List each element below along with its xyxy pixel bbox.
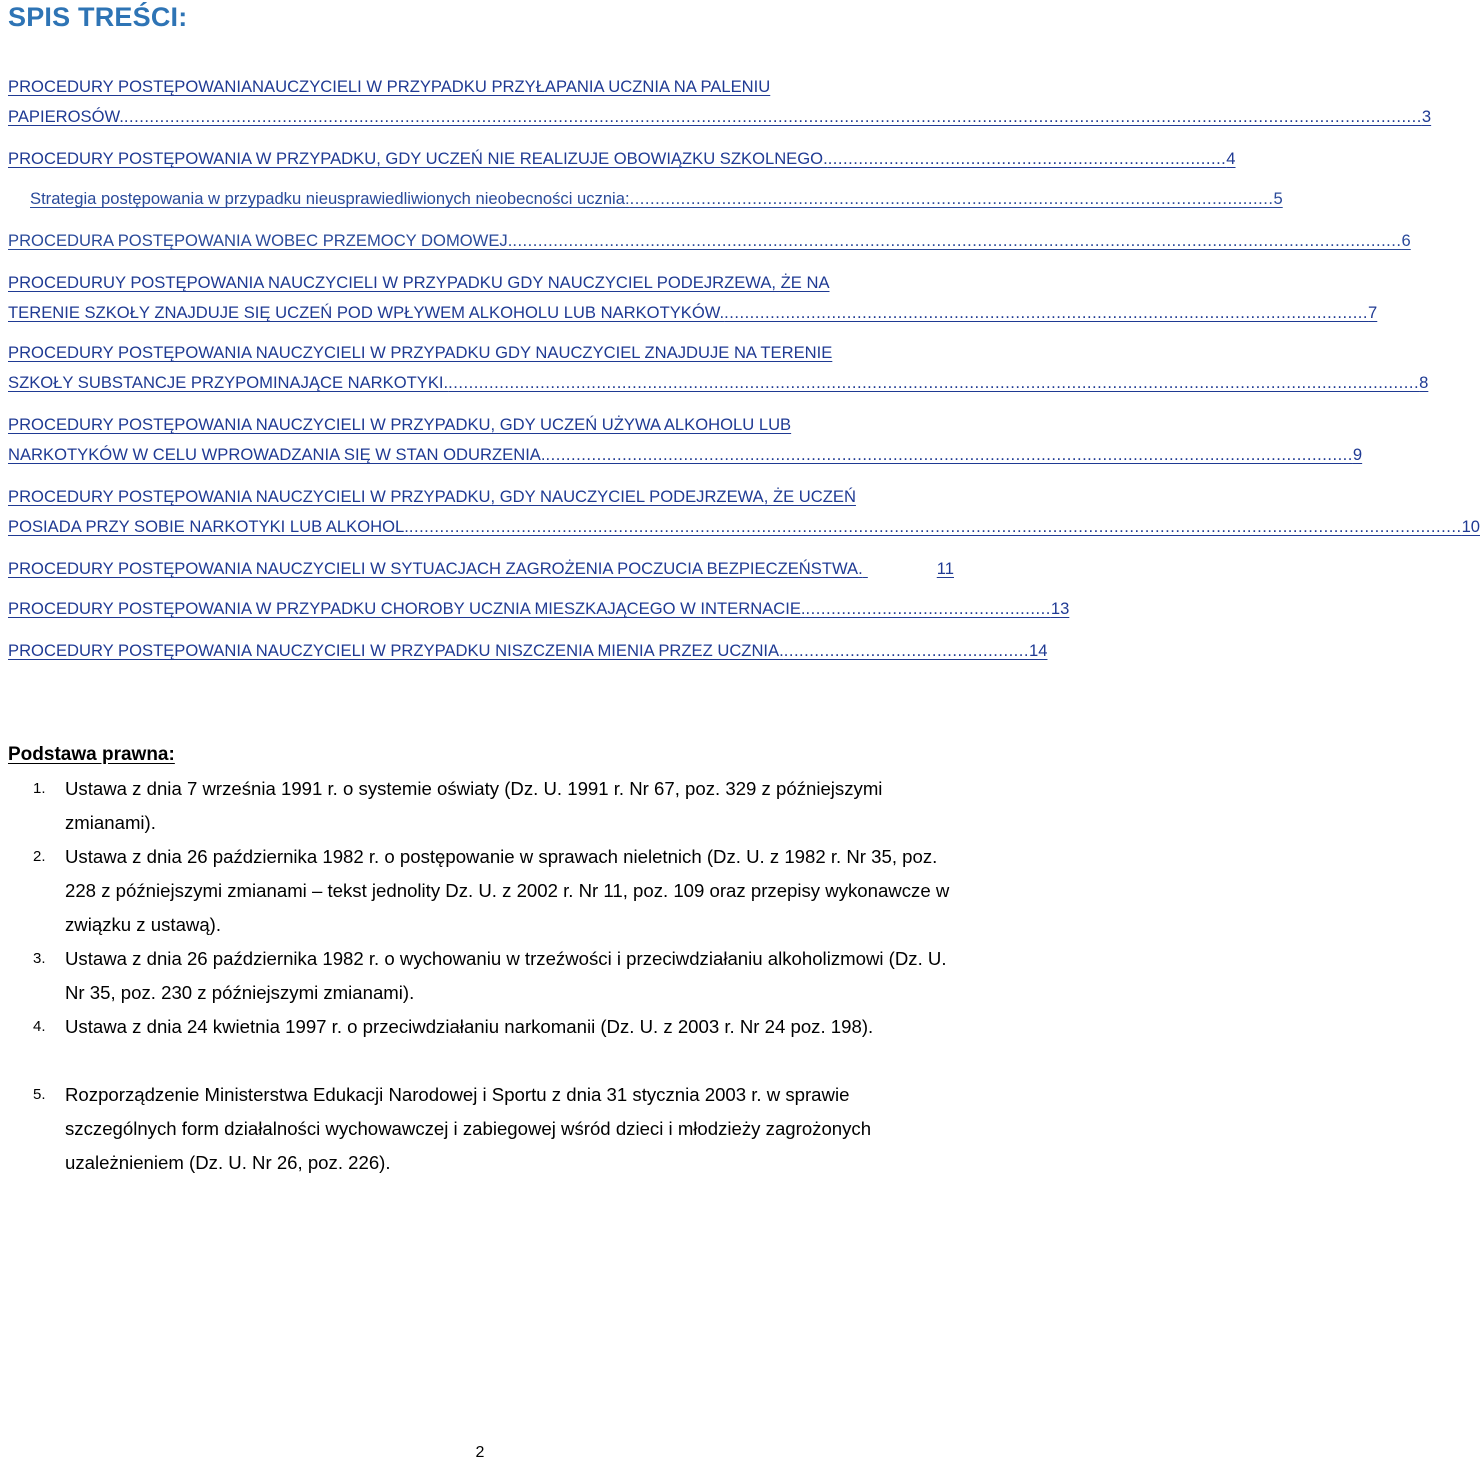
toc-entry-10[interactable]: PROCEDURY POSTĘPOWANIA W PRZYPADKU CHOROBY UCZNIA MIESZKAJĄCEGO W INTERNACIE. ................................................ 13 (8, 594, 954, 624)
toc-page-number: 7 (1368, 303, 1378, 322)
page-number: 2 (475, 1444, 485, 1461)
toc-page-number: 14 (1029, 641, 1048, 660)
toc-entry-9[interactable] (8, 554, 954, 584)
toc-entry-line: SZKOŁY SUBSTANCJE PRZYPOMINAJĄCE NARKOTYKI. (8, 373, 449, 392)
toc-heading: SPIS TREŚCI: (8, 2, 188, 32)
toc-entry-3[interactable]: Strategia postępowania w przypadku nieusprawiedliwionych nieobecności ucznia: .............................................................................................................................. 5 (30, 184, 954, 214)
toc-page-number: 5 (1273, 189, 1283, 208)
list-item-number: 2. (33, 848, 46, 865)
toc-entry-line: NARKOTYKÓW W CELU WPROWADZANIA SIĘ W STAN ODURZENIA. (8, 445, 546, 464)
toc-entry-line: PROCEDURY POSTĘPOWANIA W PRZYPADKU CHOROBY UCZNIA MIESZKAJĄCEGO W INTERNACIE. (8, 599, 806, 618)
list-item-number: 1. (33, 780, 46, 797)
list-item-number: 3. (33, 950, 46, 967)
toc-page-number: 8 (1419, 373, 1429, 392)
toc-entry-1[interactable]: PROCEDURY POSTĘPOWANIANAUCZYCIELI W PRZYPADKU PRZYŁAPANIA UCZNIA NA PALENIU PAPIEROSÓW. .............................................................................................................................................................................................................................................................. 3 (8, 72, 954, 132)
legal-basis-heading: Podstawa prawna: (8, 744, 175, 765)
toc-entry-line: POSIADA PRZY SOBIE NARKOTYKI LUB ALKOHOL. (8, 517, 409, 536)
toc-entry-8[interactable]: PROCEDURY POSTĘPOWANIA NAUCZYCIELI W PRZYPADKU, GDY NAUCZYCIEL PODEJRZEWA, ŻE UCZEŃ POSIADA PRZY SOBIE NARKOTYKI LUB ALKOHOL. .............................................................................................................................................................................................................. 10 (8, 482, 954, 542)
toc-entry-line: PROCEDURY POSTĘPOWANIA W PRZYPADKU, GDY UCZEŃ NIE REALIZUJE OBOWIĄZKU SZKOLNEGO. (8, 149, 828, 168)
list-item-text: Ustawa z dnia 26 października 1982 r. o wychowaniu w trzeźwości i przeciwdziałaniu alkoholizmowi (Dz. U. Nr 35, poz. 230 z późniejszymi zmianami). (65, 948, 947, 1003)
toc-entry-11[interactable]: PROCEDURY POSTĘPOWANIA NAUCZYCIELI W PRZYPADKU NISZCZENIA MIENIA PRZEZ UCZNIA. ................................................ 14 (8, 636, 954, 666)
toc-entry-2[interactable]: PROCEDURY POSTĘPOWANIA W PRZYPADKU, GDY UCZEŃ NIE REALIZUJE OBOWIĄZKU SZKOLNEGO. .............................................................................. 4 (8, 144, 954, 174)
toc-entry-line: PAPIEROSÓW. (8, 107, 124, 126)
toc-entry-line: TERENIE SZKOŁY ZNAJDUJE SIĘ UCZEŃ POD WPŁYWEM ALKOHOLU LUB NARKOTYKÓW. (8, 303, 725, 322)
toc-entry-line: PROCEDURA POSTĘPOWANIA WOBEC PRZEMOCY DOMOWEJ. (8, 231, 513, 250)
toc-page-number: 3 (1421, 107, 1432, 126)
list-item-number: 4. (33, 1018, 46, 1035)
toc-entry-line: PROCEDURUY POSTĘPOWANIA NAUCZYCIELI W PRZYPADKU GDY NAUCZYCIEL PODEJRZEWA, ŻE NA (8, 273, 830, 292)
toc-entry-line: PROCEDURY POSTĘPOWANIANAUCZYCIELI W PRZYPADKU PRZYŁAPANIA UCZNIA NA PALENIU (8, 77, 771, 96)
toc-page-number: 13 (1050, 599, 1070, 618)
toc-page-number: 11 (936, 559, 954, 578)
list-item-text: Ustawa z dnia 24 kwietnia 1997 r. o przeciwdziałaniu narkomanii (Dz. U. z 2003 r. Nr 24 poz. 198). (65, 1016, 874, 1037)
toc-page-number: 10 (1461, 517, 1480, 536)
toc-page-number: 6 (1401, 231, 1411, 250)
toc-entry-4[interactable]: PROCEDURA POSTĘPOWANIA WOBEC PRZEMOCY DOMOWEJ. .............................................................................................................................................................................. 6 (8, 226, 954, 256)
list-item-text: Ustawa z dnia 26 października 1982 r. o postępowanie w sprawach nieletnich (Dz. U. z 1982 r. Nr 35, poz. 228 z późniejszymi zmianami – tekst jednolity Dz. U. z 2002 r. Nr 11, poz. 109 oraz przepisy wykonawcze w związku z ustawą). (65, 846, 950, 935)
toc-entry-6[interactable]: PROCEDURY POSTĘPOWANIA NAUCZYCIELI W PRZYPADKU GDY NAUCZYCIEL ZNAJDUJE NA TERENIE SZKOŁY SUBSTANCJE PRZYPOMINAJĄCE NARKOTYKI. .............................................................................................................................................................................................. 8 (8, 338, 954, 398)
toc-entry-line: Strategia postępowania w przypadku nieusprawiedliwionych nieobecności ucznia: (30, 189, 630, 208)
list-item-text: Rozporządzenie Ministerstwa Edukacji Narodowej i Sportu z dnia 31 stycznia 2003 r. w sprawie szczególnych form działalności wychowawczej i zabiegowej wśród dzieci i młodzieży zagrożonych uzależnieniem (Dz. U. Nr 26, poz. 226). (65, 1084, 872, 1173)
toc-entry-5[interactable]: PROCEDURUY POSTĘPOWANIA NAUCZYCIELI W PRZYPADKU GDY NAUCZYCIEL PODEJRZEWA, ŻE NA TERENIE SZKOŁY ZNAJDUJE SIĘ UCZEŃ POD WPŁYWEM ALKOHOLU LUB NARKOTYKÓW. .............................................................................................................................. 7 (8, 268, 954, 328)
toc-entry-line: PROCEDURY POSTĘPOWANIA NAUCZYCIELI W PRZYPADKU, GDY UCZEŃ UŻYWA ALKOHOLU LUB (8, 415, 792, 434)
toc-entry-line: PROCEDURY POSTĘPOWANIA NAUCZYCIELI W PRZYPADKU GDY NAUCZYCIEL ZNAJDUJE NA TERENIE (8, 343, 833, 362)
toc-entry-line: PROCEDURY POSTĘPOWANIA NAUCZYCIELI W PRZYPADKU, GDY NAUCZYCIEL PODEJRZEWA, ŻE UCZEŃ (8, 487, 856, 506)
list-item-text: Ustawa z dnia 7 września 1991 r. o systemie oświaty (Dz. U. 1991 r. Nr 67, poz. 329 z późniejszymi zmianami). (65, 778, 883, 833)
list-item-number: 5. (33, 1086, 46, 1103)
toc-entry-7[interactable]: PROCEDURY POSTĘPOWANIA NAUCZYCIELI W PRZYPADKU, GDY UCZEŃ UŻYWA ALKOHOLU LUB NARKOTYKÓW W CELU WPROWADZANIA SIĘ W STAN ODURZENIA. .............................................................................................................................................................. 9 (8, 410, 954, 470)
toc-page-number: 9 (1352, 445, 1363, 464)
toc-page-number: 4 (1226, 149, 1236, 168)
toc-entry-line: PROCEDURY POSTĘPOWANIA NAUCZYCIELI W PRZYPADKU NISZCZENIA MIENIA PRZEZ UCZNIA. (8, 641, 784, 660)
toc-entry-line: PROCEDURY POSTĘPOWANIA NAUCZYCIELI W SYTUACJACH ZAGROŻENIA POCZUCIA BEZPIECZEŃSTWA. (8, 559, 863, 578)
